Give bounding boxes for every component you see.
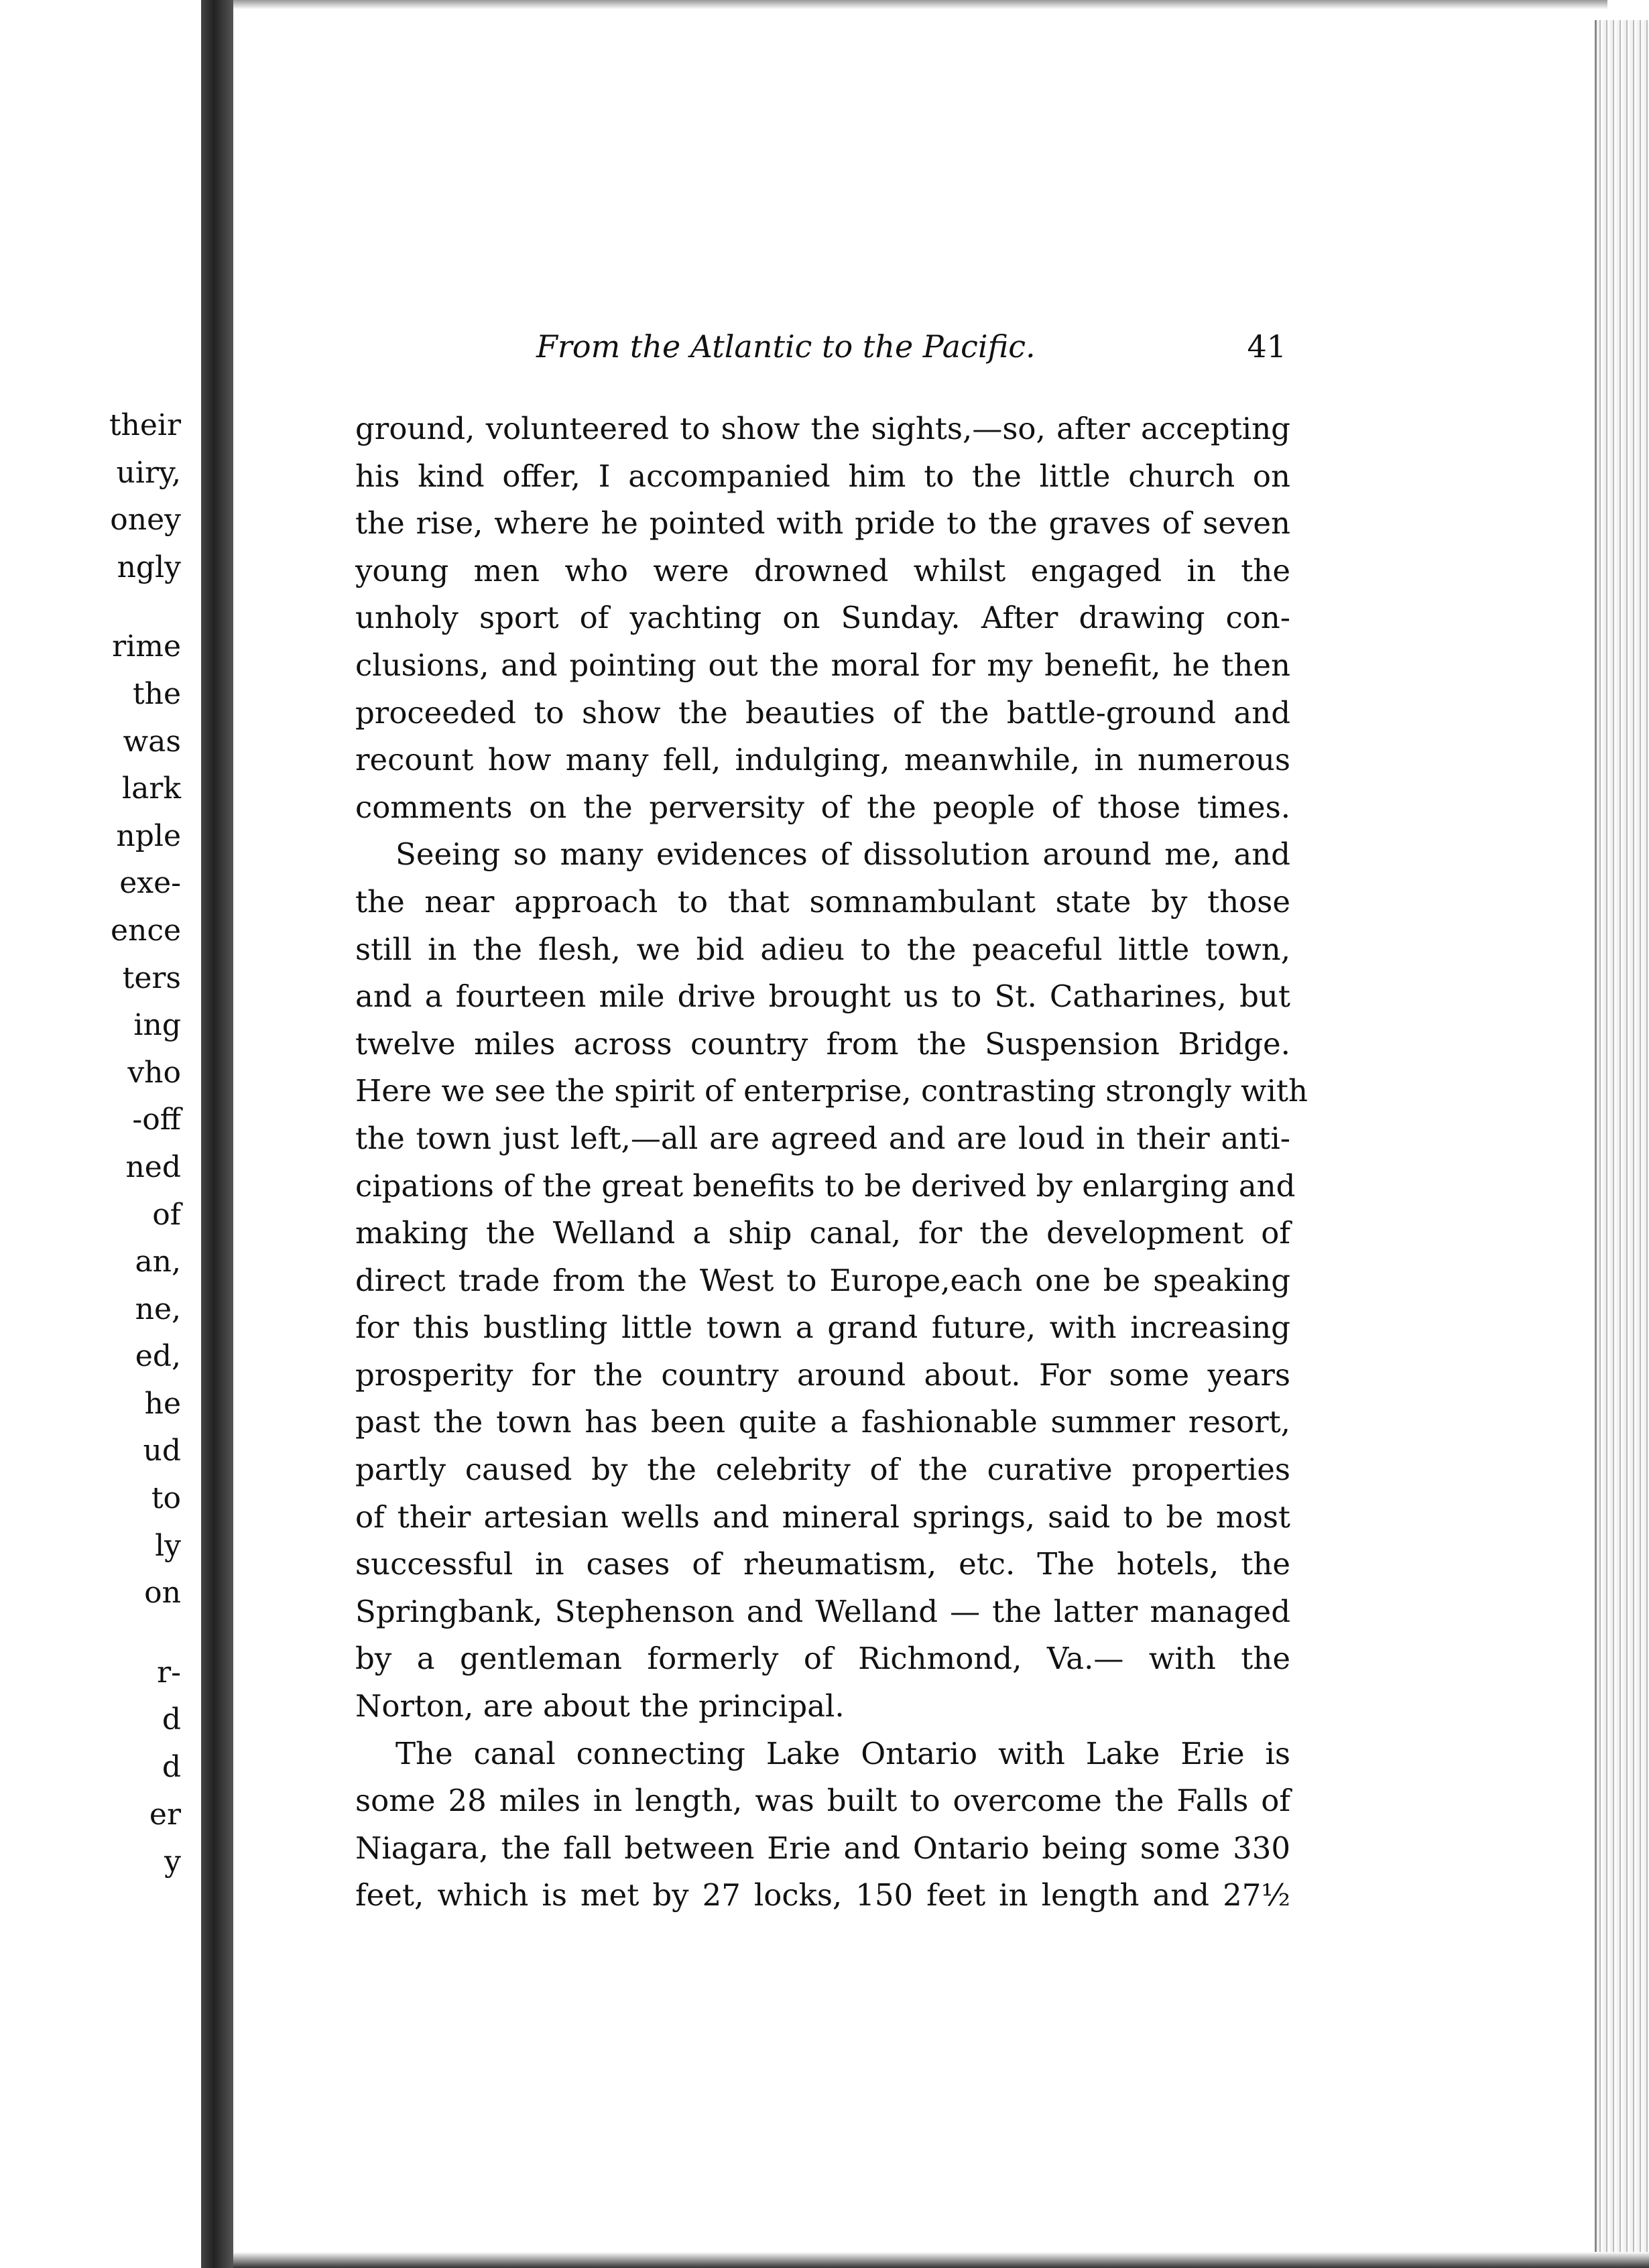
top-edge-shadow xyxy=(233,0,1607,9)
fragment-line: their xyxy=(109,408,181,442)
fragment-line: ngly xyxy=(117,550,181,584)
fragment-line: to xyxy=(151,1481,181,1516)
text-line: the town just left,—all are agreed and are loud in their anti- xyxy=(355,1120,1290,1156)
fragment-line: nple xyxy=(116,818,181,853)
fragment-line: d xyxy=(162,1750,181,1785)
text-line: by a gentleman formerly of Richmond, Va.— with the xyxy=(355,1641,1290,1677)
text-line: Norton, are about the principal. xyxy=(355,1688,845,1724)
text-line: for this bustling little town a grand future, with increasing xyxy=(355,1310,1290,1346)
fragment-line: ne, xyxy=(135,1292,181,1326)
text-line: still in the flesh, we bid adieu to the peaceful little town, xyxy=(355,931,1290,967)
text-line: The canal connecting Lake Ontario with Lake Erie is xyxy=(395,1735,1290,1771)
paragraph xyxy=(355,1730,1290,1919)
running-header xyxy=(355,328,1290,365)
fragment-line: ence xyxy=(110,913,181,948)
text-line: recount how many fell, indulging, meanwhile, in numerous xyxy=(355,742,1290,778)
paragraph xyxy=(355,405,1290,831)
text-line: Niagara, the fall between Erie and Ontario being some 330 xyxy=(355,1830,1290,1866)
text-line: young men who were drowned whilst engaged in the xyxy=(355,552,1290,588)
fragment-line: ing xyxy=(133,1008,181,1043)
text-line: cipations of the great benefits to be derived by enlarging and xyxy=(355,1168,1296,1204)
fragment-line: was xyxy=(123,724,181,759)
text-line: Seeing so many evidences of dissolution around me, and xyxy=(395,836,1290,873)
fragment-line: uiry, xyxy=(116,455,181,490)
text-line: Here we see the spirit of enterprise, contrasting strongly with xyxy=(355,1073,1308,1109)
fragment-line: exe- xyxy=(119,866,181,901)
fragment-line: rime xyxy=(112,629,181,664)
text-line: feet, which is met by 27 locks, 150 feet in length and 27½ xyxy=(355,1877,1290,1913)
text-line: Springbank, Stephenson and Welland — the latter managed xyxy=(355,1593,1290,1629)
fragment-line: an, xyxy=(135,1245,181,1279)
text-line: the near approach to that somnambulant state by those xyxy=(355,883,1290,920)
fragment-line: ly xyxy=(155,1528,181,1563)
fragment-line: d xyxy=(162,1702,181,1737)
fragment-line: ed, xyxy=(135,1339,181,1374)
paragraph-gap xyxy=(109,591,181,623)
fragment-line: the xyxy=(132,676,181,711)
fragment-line: r- xyxy=(157,1655,181,1690)
text-line: comments on the perversity of the people of those times. xyxy=(355,789,1290,825)
text-line: his kind offer, I accompanied him to the little church on xyxy=(355,458,1290,494)
fragment-line: oney xyxy=(110,503,181,538)
facing-page-text-fragments xyxy=(109,402,181,1886)
running-title: From the Atlantic to the Pacific. xyxy=(536,328,1036,365)
text-line: partly caused by the celebrity of the curative properties xyxy=(355,1452,1290,1488)
text-line: and a fourteen mile drive brought us to St. Catharines, but xyxy=(355,979,1290,1015)
fragment-line: lark xyxy=(122,771,181,806)
fragment-line: y xyxy=(164,1844,181,1879)
bottom-edge-shadow xyxy=(233,2252,1649,2268)
text-line: past the town has been quite a fashionable summer resort, xyxy=(355,1404,1290,1440)
text-line: of their artesian wells and mineral springs, said to be most xyxy=(355,1499,1290,1535)
text-line: prosperity for the country around about. For some years xyxy=(355,1357,1290,1393)
text-line: some 28 miles in length, was built to overcome the Falls of xyxy=(355,1783,1290,1819)
fragment-line: ud xyxy=(143,1434,181,1468)
fragment-line: -off xyxy=(132,1102,181,1137)
book-gutter xyxy=(201,0,233,2268)
fragment-line: er xyxy=(149,1797,181,1832)
fragment-line: he xyxy=(144,1386,181,1421)
fragment-line: of xyxy=(152,1197,181,1232)
fragment-line: on xyxy=(144,1576,181,1611)
fragment-line: ned xyxy=(125,1149,181,1184)
text-line: proceeded to show the beauties of the battle-ground and xyxy=(355,694,1290,731)
text-line: ground, volunteered to show the sights,—so, after accepting xyxy=(355,411,1290,446)
text-line: making the Welland a ship canal, for the development of xyxy=(355,1215,1290,1251)
paragraph-gap xyxy=(109,1617,181,1649)
fragment-line: vho xyxy=(127,1055,181,1090)
text-line: twelve miles across country from the Suspension Bridge. xyxy=(355,1025,1290,1062)
paragraph xyxy=(355,831,1308,1730)
text-line: unholy sport of yachting on Sunday. After drawing con- xyxy=(355,600,1290,636)
text-line: successful in cases of rheumatism, etc. The hotels, the xyxy=(355,1546,1290,1582)
fragment-line: ters xyxy=(122,960,181,995)
page-number: 41 xyxy=(1247,328,1286,365)
facing-page xyxy=(0,0,201,2268)
text-line: the rise, where he pointed with pride to the graves of seven xyxy=(355,505,1290,542)
body-text xyxy=(355,405,1308,1919)
text-line: clusions, and pointing out the moral for my benefit, he then xyxy=(355,647,1290,683)
text-line: direct trade from the West to Europe,each one be speaking xyxy=(355,1262,1290,1298)
stacked-page-edges xyxy=(1595,20,1649,2259)
